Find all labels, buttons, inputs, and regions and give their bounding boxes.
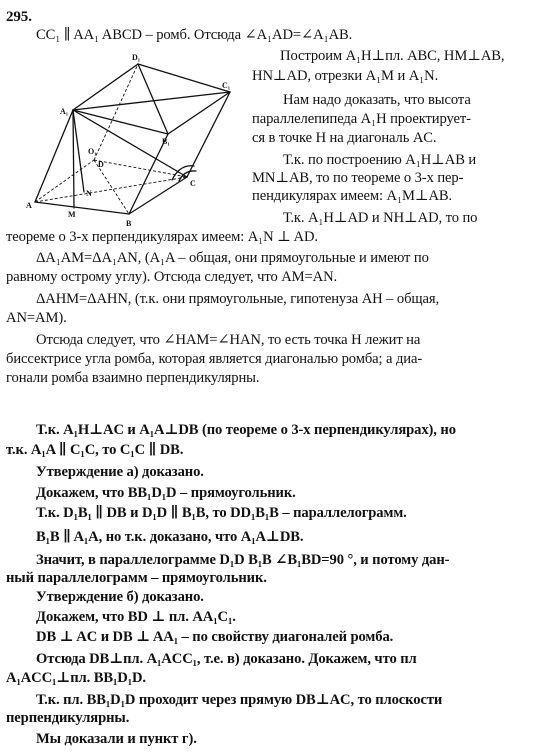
text-line: Отсюда следует, что ∠HAM=∠HAN, то есть точка H лежит на [36,332,421,348]
label-a: A [26,201,32,210]
label-b1: B₁ [162,137,170,146]
label-d1: D₁ [132,53,141,62]
text-line: параллелепипеда A₁H проектирует- [252,111,471,127]
text-line: пендикулярах имеем: A₁M⊥AB. [252,188,453,204]
text-line: AN=AM). [6,310,67,326]
label-o1: O₁ [88,147,97,156]
text-line: Докажем, что BD ⊥ пл. AA₁C₁. [36,609,236,625]
label-n: N [86,189,92,198]
text-line: Т.к. A₁H⊥AD и NH⊥AD, то по [283,210,478,226]
text-line: Т.к. по построению A₁H⊥AB и [283,152,477,168]
text-line: перпендикулярны. [6,710,130,726]
label-c: C [190,179,196,188]
text-line: ный параллелограмм – прямоугольник. [6,570,267,586]
text-line: Докажем, что BB₁D₁D – прямоугольник. [36,485,296,501]
text-line: A₁ACC₁⊥пл. BB₁D₁D. [6,670,146,686]
text-line: т.к. A₁A ∥ C₁C, то C₁C ∥ DB. [6,442,184,458]
text-line: гонали ромба взаимно перпендикулярны. [6,370,260,386]
text-line: Утверждение а) доказано. [36,464,204,480]
label-a1: A₁ [60,107,69,116]
label-b: B [126,219,132,228]
text-line: Отсюда DB⊥пл. A₁ACC₁, т.е. в) доказано. Докажем, что пл [36,651,417,667]
label-d: D [98,160,104,169]
text-line: биссектрисе угла ромба, которая является диагональю ромба; а диа- [6,351,423,367]
text-line: ся в точке H на диагональ AC. [252,130,437,146]
text-line: MN⊥AB, то по теореме о 3-х пер- [252,170,464,186]
text-line: Нам надо доказать, что высота [283,92,471,108]
label-m: M [68,210,76,219]
text-line: HN⊥AD, отрезки A₁M и A₁N. [252,68,439,84]
text-line: B₁B ∥ A₁A, но т.к. доказано, что A₁A⊥DB. [36,529,304,545]
text-line: Построим A₁H⊥пл. ABC, HM⊥AB, [280,48,505,64]
text-line: равному острому углу). Отсюда следует, что AM=AN. [6,269,338,285]
text-line: Мы доказали и пункт г). [36,731,197,747]
text-line: Значит, в параллелограмме D₁D B₁B ∠B₁BD=90 °, и потому дан- [36,552,450,568]
text-line: CC₁ ∥ AA₁ ABCD – ромб. Отсюда ∠A₁AD=∠A₁AB. [36,27,353,43]
text-line: ΔA₁AM=ΔA₁AN, (A₁A – общая, они прямоугольные и имеют по [36,250,429,266]
problem-number: 295. [6,9,32,25]
text-line: Т.к. A₁H⊥AC и A₁A⊥DB (по теореме о 3-х перпендикулярах), но [36,422,456,438]
text-line: Утверждение б) доказано. [36,589,204,605]
parallelepiped-figure [22,44,234,230]
text-line: Т.к. D₁B₁ ∥ DB и D₁D ∥ B₁B, то DD₁B₁B – параллелограмм. [36,505,407,521]
label-c1: C₁ [222,81,231,90]
text-line: Т.к. пл. BB₁D₁D проходит через прямую DB⊥AC, то плоскости [36,692,443,708]
text-line: ΔAHM=ΔAHN, (т.к. они прямоугольные, гипотенуза AH – общая, [36,291,440,307]
text-line: DB ⊥ AC и DB ⊥ AA₁ – по свойству диагоналей ромба. [36,629,394,645]
text-line: теореме о 3-х перпендикулярах имеем: A₁N ⊥ AD. [6,229,318,245]
